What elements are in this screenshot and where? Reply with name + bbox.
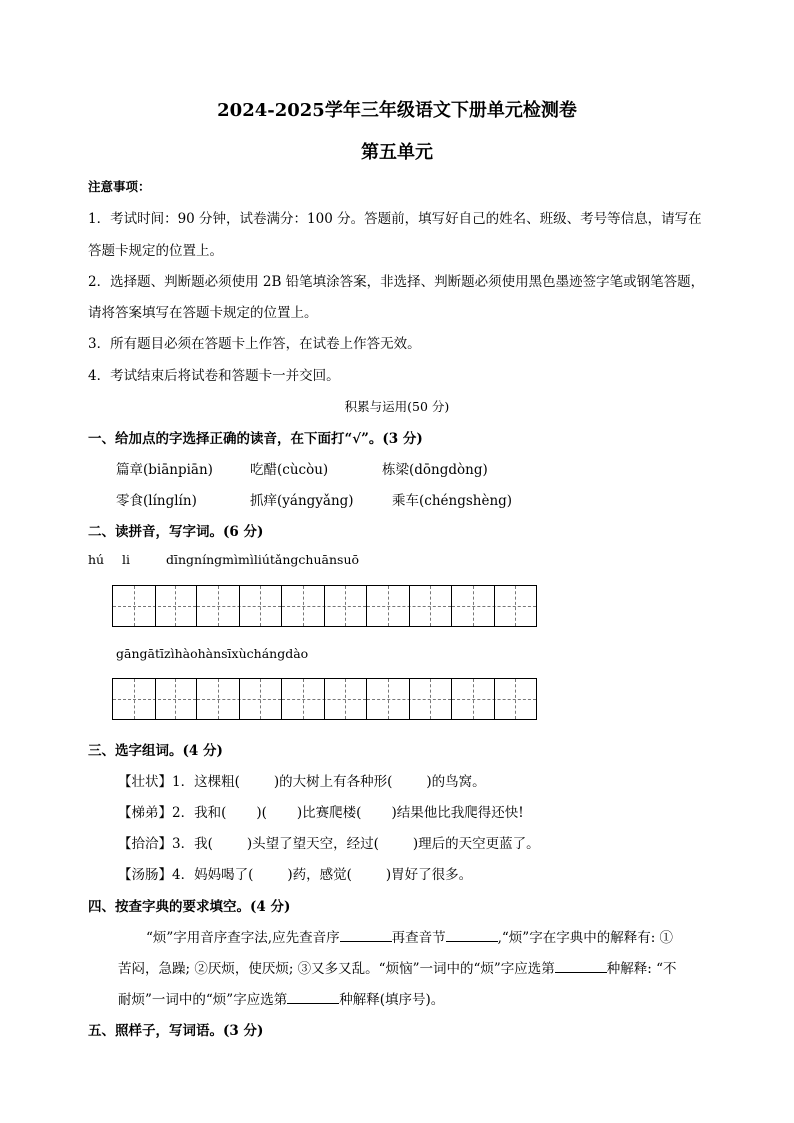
q1-item: 吃醋(cùcòu) — [250, 462, 329, 478]
q3-text: )结果他比我爬得还快! — [391, 805, 524, 821]
q3-line-1 — [118, 770, 486, 790]
writing-box[interactable] — [197, 678, 282, 720]
q4-line-2 — [118, 957, 677, 977]
q2-pinyin: li — [122, 552, 130, 567]
q3-text: )( — [256, 805, 267, 821]
writing-grid-row-1[interactable] — [112, 585, 537, 627]
writing-box[interactable] — [452, 585, 537, 627]
q1-item: 篇章(biānpiān) — [116, 462, 213, 478]
q4-text: 种解释: “不 — [606, 961, 677, 977]
writing-box[interactable] — [367, 678, 452, 720]
q3-text: 【壮状】1．这棵粗( — [118, 774, 240, 790]
answer-blank[interactable] — [446, 927, 498, 942]
q3-text: )药，感觉( — [287, 867, 352, 883]
q3-text: )理后的天空更蓝了。 — [412, 836, 540, 852]
answer-blank[interactable] — [287, 989, 339, 1004]
q2-pinyin-row-2: gāngātīzìhàohànsīxùchángdào — [116, 646, 309, 661]
q2-pinyin: hú — [88, 552, 105, 567]
q4-text: 种解释(填序号)。 — [339, 992, 445, 1008]
q1-item: 栋梁(dōngdòng) — [382, 462, 488, 478]
q3-line-4 — [118, 863, 472, 883]
q4-line-3 — [118, 988, 444, 1008]
q3-text: )比赛爬楼( — [296, 805, 362, 821]
q4-line-1 — [146, 926, 673, 946]
writing-box[interactable] — [282, 585, 367, 627]
q3-line-3 — [118, 832, 540, 852]
notice-item-4: 4．考试结束后将试卷和答题卡一并交回。 — [88, 368, 340, 384]
q4-text: 再查音节 — [391, 930, 446, 946]
exam-title: 2024-2025学年三年级语文下册单元检测卷 — [217, 100, 577, 121]
q3-text: )的大树上有各种形( — [273, 774, 393, 790]
q2-pinyin: dīngníngmìmìliútǎngchuānsuō — [166, 552, 360, 567]
writing-box[interactable] — [112, 678, 197, 720]
writing-box[interactable] — [197, 585, 282, 627]
q3-text: )的鸟窝。 — [426, 774, 486, 790]
q1-item: 零食(línglín) — [116, 493, 197, 509]
q5-heading: 五、照样子，写词语。(3 分) — [88, 1023, 264, 1039]
q3-text: 【汤肠】4．妈妈喝了( — [118, 867, 254, 883]
unit-subtitle: 第五单元 — [361, 142, 433, 163]
notice-item-2-line-1: 2．选择题、判断题必须使用 2B 铅笔填涂答案，非选择、判断题必须使用黑色墨迹签字笔或钢笔答题， — [88, 274, 705, 290]
q3-line-2 — [118, 801, 524, 821]
notice-item-3: 3．所有题目必须在答题卡上作答，在试卷上作答无效。 — [88, 336, 421, 352]
q3-text: )头望了望天空，经过( — [246, 836, 379, 852]
notice-heading: 注意事项： — [88, 179, 151, 194]
q1-heading: 一、给加点的字选择正确的读音，在下面打“√”。(3 分) — [88, 431, 423, 447]
q3-text: 【拾洽】3．我( — [118, 836, 213, 852]
q4-heading: 四、按查字典的要求填空。(4 分) — [88, 899, 291, 915]
writing-grid-row-2[interactable] — [112, 678, 537, 720]
q4-text: ,“烦”字在字典中的解释有: ① — [497, 930, 674, 946]
q4-text: 耐烦”一词中的“烦”字应选第 — [118, 992, 288, 1008]
q1-item: 乘车(chéngshèng) — [392, 493, 513, 509]
q2-heading: 二、读拼音，写字词。(6 分) — [88, 524, 264, 540]
notice-item-2-line-2: 请将答案填写在答题卡规定的位置上。 — [88, 305, 318, 321]
q3-text: )胃好了很多。 — [385, 867, 473, 883]
q4-text: “烦”字用音序查字法,应先查音序 — [146, 930, 340, 946]
writing-box[interactable] — [367, 585, 452, 627]
writing-box[interactable] — [112, 585, 197, 627]
q3-heading: 三、选字组词。(4 分) — [88, 743, 223, 759]
q4-text: 苦闷，急躁; ②厌烦，使厌烦; ③又多又乱。“烦恼”一词中的“烦”字应选第 — [118, 961, 555, 977]
q3-text: 【梯弟】2．我和( — [118, 805, 227, 821]
q1-item: 抓痒(yángyǎng) — [250, 493, 354, 509]
answer-blank[interactable] — [555, 958, 607, 973]
notice-item-1-line-1: 1．考试时间：90 分钟，试卷满分：100 分。答题前，填写好自己的姓名、班级、考号等信息，请写在 — [88, 211, 702, 227]
notice-item-1-line-2: 答题卡规定的位置上。 — [88, 243, 223, 259]
answer-blank[interactable] — [340, 927, 392, 942]
part-heading: 积累与运用(50 分) — [344, 399, 450, 414]
writing-box[interactable] — [282, 678, 367, 720]
writing-box[interactable] — [452, 678, 537, 720]
